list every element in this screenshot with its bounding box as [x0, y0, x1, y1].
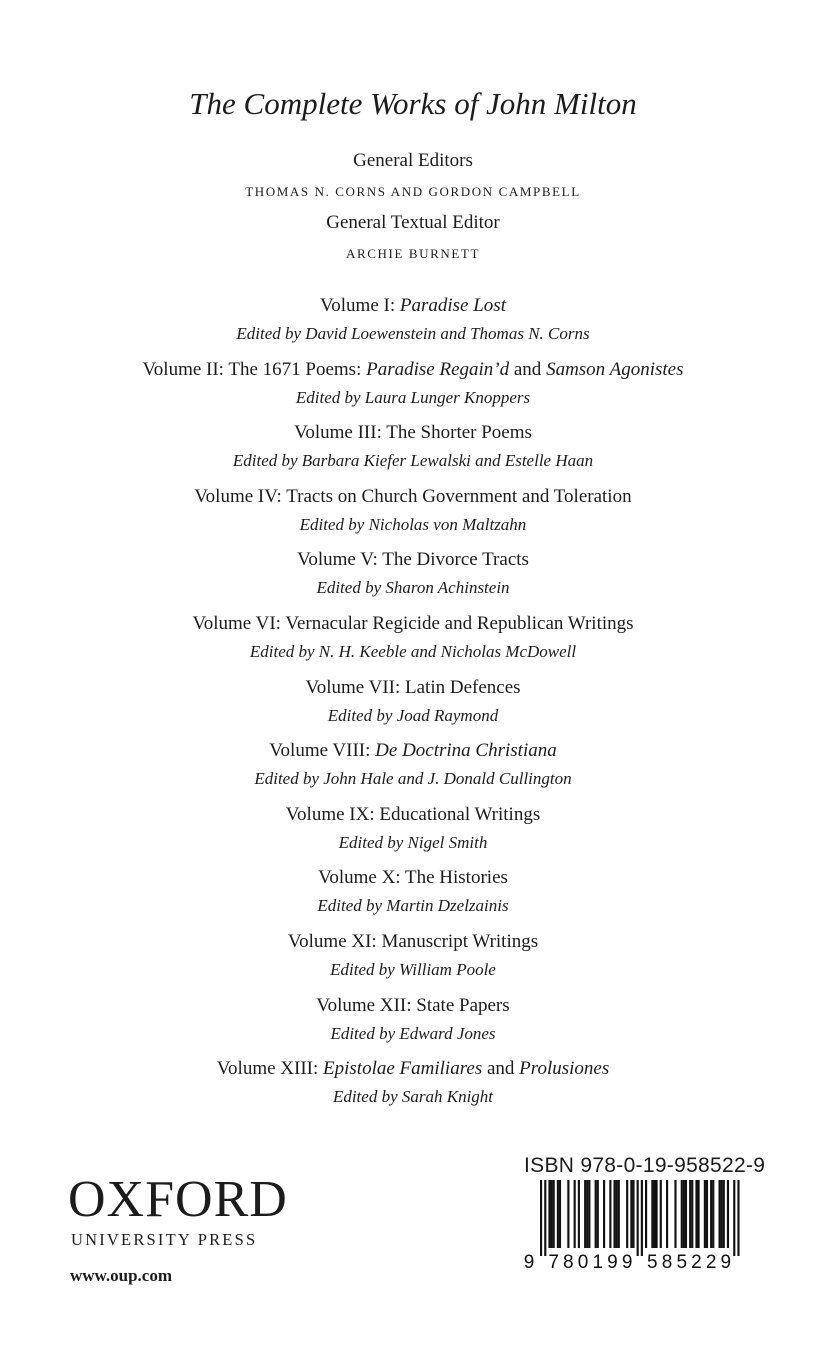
barcode-bar [674, 1180, 676, 1248]
barcode-bar [578, 1180, 580, 1248]
series-title: The Complete Works of John Milton [189, 86, 637, 121]
volume-title-italic: Paradise Lost [399, 295, 506, 316]
volume-title [0, 737, 826, 765]
barcode-bar [540, 1180, 542, 1256]
volume-title-text: Volume XIII: [216, 1058, 324, 1080]
volume-title-text: Volume XII: State Papers [316, 994, 510, 1016]
volume-editors: Edited by Laura Lunger Knoppers [295, 387, 531, 407]
barcode-bar [595, 1180, 597, 1248]
barcode-bar [651, 1180, 653, 1248]
volume-entry [0, 674, 826, 738]
volume-entry [0, 546, 826, 610]
volume-entry [0, 801, 826, 865]
press-name: UNIVERSITY PRESS [71, 1230, 258, 1249]
barcode-bar [588, 1180, 590, 1248]
volume-editors: Edited by David Loewenstein and Thomas N. Corns [236, 324, 590, 343]
publisher-website: www.oup.com [70, 1266, 173, 1285]
volume-title-italic: Samson Agonistes [546, 358, 684, 380]
barcode-bar [721, 1180, 723, 1248]
barcode-digit: 9 [523, 1252, 535, 1272]
barcode-bar [626, 1180, 628, 1248]
barcode-digit: 5 [647, 1252, 658, 1272]
volume-title [0, 674, 826, 702]
volume-title-text: Volume VII: Latin Defences [305, 676, 521, 698]
barcode-bar [586, 1180, 588, 1248]
barcode-digit: 2 [705, 1252, 717, 1272]
volume-title-text: and [509, 358, 547, 380]
volume-editors: Edited by Nicholas von Maltzahn [299, 514, 527, 534]
barcode-bar [712, 1180, 714, 1248]
general-editors-names: THOMAS N. CORNS AND GORDON CAMPBELL [245, 184, 581, 199]
barcode-bar [683, 1180, 685, 1248]
volume-editors: Edited by Sarah Knight [332, 1087, 494, 1107]
barcode-bar [616, 1180, 618, 1248]
oxford-wordmark: OXFORD [68, 1171, 288, 1228]
barcode-bar [723, 1180, 725, 1248]
volume-title [0, 928, 826, 956]
barcode-bar [645, 1180, 647, 1248]
barcode-bar [614, 1180, 616, 1248]
general-editors-label: General Editors [353, 150, 473, 171]
barcode-bar [733, 1180, 735, 1256]
textual-editor-label: General Textual Editor [326, 212, 500, 233]
volume-editors: Edited by Joad Raymond [327, 705, 499, 725]
volume-title [0, 992, 826, 1020]
volume-entry [0, 610, 826, 674]
barcode-bar [603, 1180, 605, 1248]
volume-title [0, 292, 826, 320]
volume-title-text: Volume I: [320, 295, 400, 316]
volume-entry [0, 864, 826, 928]
barcode-bar [681, 1180, 683, 1248]
barcode-bar [632, 1180, 634, 1248]
volume-entry [0, 356, 826, 420]
barcode-bar [695, 1180, 697, 1248]
volume-entry [0, 928, 826, 992]
textual-editor-name: ARCHIE BURNETT [346, 246, 480, 261]
volume-title-text: Volume IV: Tracts on Church Government and Toleration [194, 485, 632, 507]
oxford-logo [68, 1172, 288, 1250]
volume-editors: Edited by William Poole [330, 959, 496, 979]
barcode-bar [706, 1180, 708, 1248]
volume-title [0, 864, 826, 892]
barcode-bar [727, 1180, 729, 1248]
barcode-digit: 5 [676, 1252, 688, 1272]
volume-title-italic: Epistolae Familiares [323, 1058, 483, 1080]
barcode-bar [544, 1180, 546, 1256]
volume-title-text: Volume VIII: [269, 740, 376, 762]
barcode-digit: 1 [592, 1252, 604, 1272]
barcode-bar [553, 1180, 555, 1248]
barcode-bar [597, 1180, 599, 1248]
volume-editors: Edited by John Hale and J. Donald Cullington [254, 769, 572, 789]
barcode-bar [666, 1180, 668, 1248]
volume-title-text: Volume II: The 1671 Poems: [142, 358, 367, 380]
volume-title [0, 356, 826, 384]
barcode-bar [685, 1180, 687, 1248]
volume-editors: Edited by Sharon Achinstein [316, 578, 510, 598]
barcode-digit: 9 [720, 1252, 732, 1272]
volume-entry [0, 737, 826, 801]
barcode-bar [551, 1180, 553, 1248]
barcode-bar [660, 1180, 662, 1248]
volume-title-text: and [482, 1058, 520, 1080]
barcode-bar [637, 1180, 639, 1256]
barcode-bar [557, 1180, 559, 1248]
volume-list [0, 292, 826, 1119]
barcode-bar [574, 1180, 576, 1248]
isbn-barcode [520, 1180, 740, 1272]
volume-entry [0, 292, 826, 356]
volume-title-text: Volume IX: Educational Writings [285, 803, 541, 825]
volume-title [0, 1055, 826, 1083]
volume-title-text: Volume III: The Shorter Poems [294, 422, 532, 444]
barcode-bar [689, 1180, 691, 1248]
barcode-bar [719, 1180, 721, 1248]
barcode-bar [737, 1180, 739, 1256]
volume-entry [0, 483, 826, 547]
barcode-digit: 9 [621, 1252, 633, 1272]
barcode-bar [630, 1180, 632, 1248]
volume-title-italic: Prolusiones [519, 1058, 610, 1080]
barcode-bar [656, 1180, 658, 1248]
volume-title-text: Volume VI: Vernacular Regicide and Republican Writings [192, 612, 634, 634]
volume-entry [0, 1055, 826, 1119]
volume-entry [0, 992, 826, 1056]
barcode-digit: 7 [548, 1252, 559, 1272]
volume-title-text: Volume V: The Divorce Tracts [297, 549, 529, 571]
volume-editors: Edited by Barbara Kiefer Lewalski and Estelle Haan [232, 451, 594, 471]
isbn-label: ISBN 978-0-19-958522-9 [524, 1154, 766, 1177]
volume-title [0, 546, 826, 574]
barcode-bar [691, 1180, 693, 1248]
barcode-bar [698, 1180, 700, 1248]
volume-title [0, 483, 826, 511]
barcode-bar [609, 1180, 611, 1248]
volume-title-text: Volume X: The Histories [318, 867, 508, 889]
volume-entry [0, 419, 826, 483]
volume-title [0, 419, 826, 447]
barcode-bar [584, 1180, 586, 1248]
barcode-digit: 0 [577, 1252, 589, 1272]
barcode-bar [704, 1180, 706, 1248]
barcode-bar [548, 1180, 550, 1248]
barcode-bar [710, 1180, 712, 1248]
barcode-digit: 8 [661, 1252, 673, 1272]
barcode-bar [653, 1180, 655, 1248]
barcode-bar [567, 1180, 569, 1248]
volume-title [0, 610, 826, 638]
volume-title-text: Volume XI: Manuscript Writings [287, 930, 539, 952]
volume-editors: Edited by N. H. Keeble and Nicholas McDowell [249, 641, 577, 661]
barcode-digit: 2 [691, 1252, 702, 1272]
barcode-digit: 8 [563, 1252, 574, 1272]
volume-title-italic: Paradise Regain’d [366, 358, 510, 380]
volume-title [0, 801, 826, 829]
barcode-digit: 9 [607, 1252, 618, 1272]
barcode-bar [618, 1180, 620, 1248]
barcode-bar [559, 1180, 561, 1248]
volume-editors: Edited by Martin Dzelzainis [317, 896, 509, 916]
volume-editors: Edited by Nigel Smith [338, 832, 488, 852]
barcode-bar [641, 1180, 643, 1256]
volume-title-italic: De Doctrina Christiana [375, 740, 557, 762]
volume-editors: Edited by Edward Jones [330, 1023, 496, 1043]
